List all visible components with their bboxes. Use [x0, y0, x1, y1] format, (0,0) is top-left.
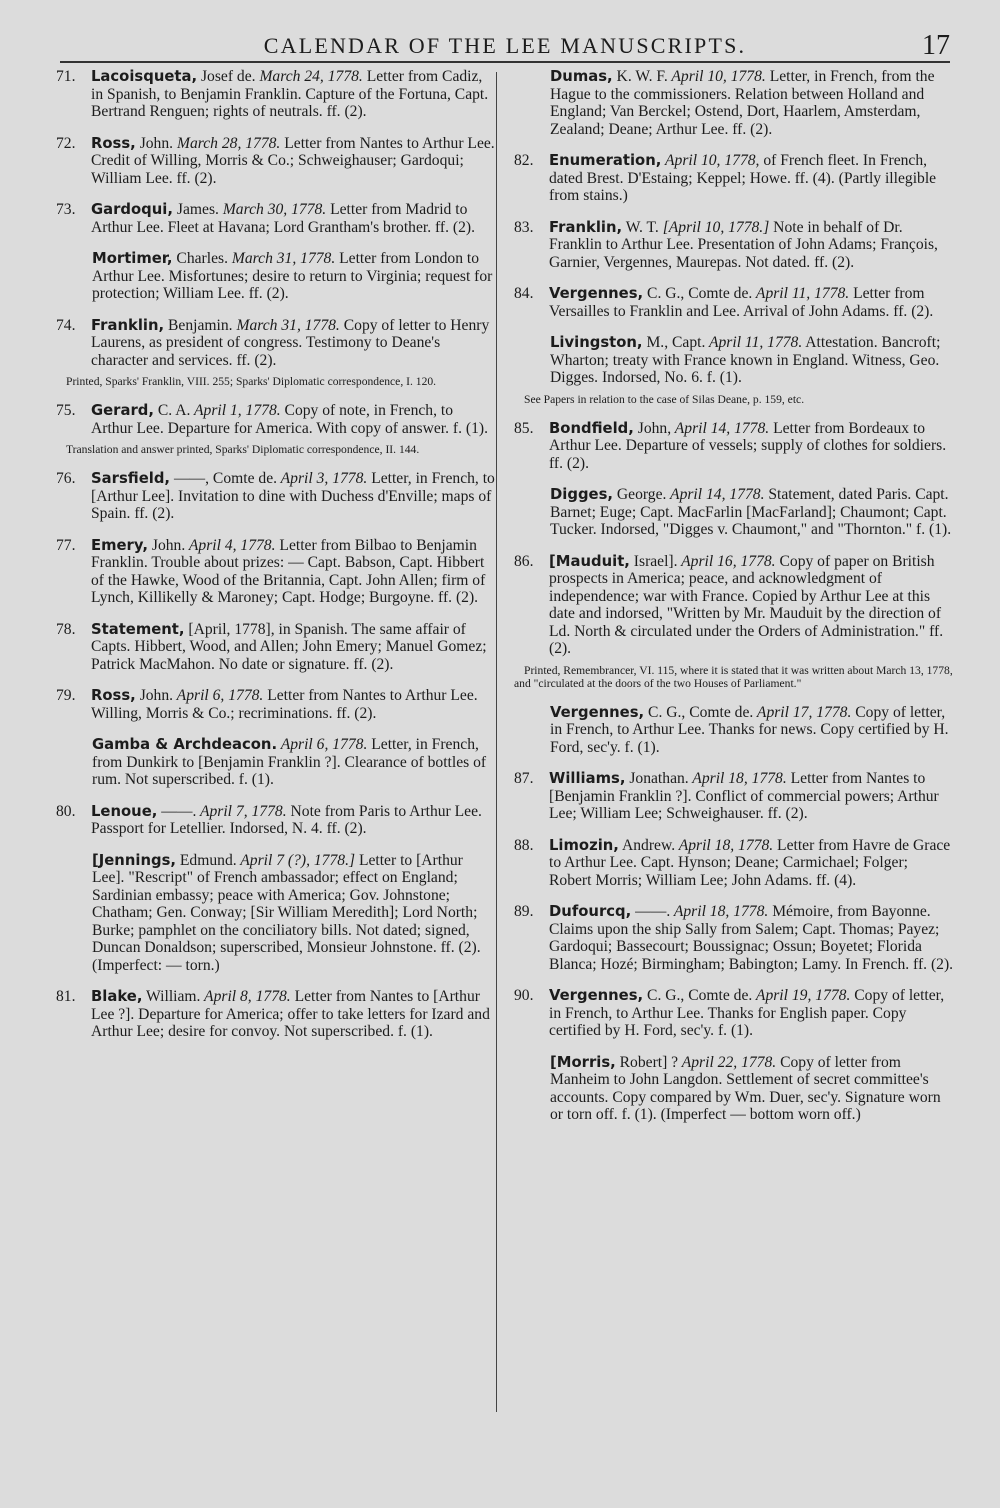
- entry-text: Note from Paris to Arthur Lee. Passport for Letellier. Indorsed, N. 4. ff. (2).: [91, 802, 482, 837]
- entry-name-detail: W. T.: [622, 218, 659, 236]
- entry-number: 88.: [514, 836, 534, 854]
- right-column: [514, 68, 954, 1138]
- entry-text: Letter from Madrid to Arthur Lee. Fleet at Havana; Lord Grantham's brother. ff. (2).: [91, 201, 476, 236]
- entry-text: Letter, in French, to [Arthur Lee]. Invitation to dine with Duchess d'Enville; maps of Spain. ff. (2).: [91, 470, 495, 522]
- entry-name: Sarsfield,: [91, 470, 171, 487]
- calendar-entry: [56, 68, 496, 121]
- entry-name-detail: Edmund.: [176, 851, 237, 869]
- entry-date: March 31, 1778.: [227, 250, 336, 267]
- entry-name: Ross,: [91, 687, 136, 704]
- entry-number: 87.: [514, 770, 534, 787]
- entry-name-detail: C. G., Comte de.: [643, 987, 753, 1004]
- entry-date: April 4, 1778.: [185, 536, 276, 554]
- calendar-entry: [514, 152, 954, 205]
- entry-name-detail: Jonathan.: [625, 770, 689, 787]
- calendar-entry: [514, 553, 954, 658]
- entry-date: [April 10, 1778.]: [658, 218, 770, 236]
- entry-number: 83.: [514, 218, 534, 236]
- left-column: [56, 68, 496, 1055]
- calendar-entry: [514, 486, 954, 539]
- entry-name: Emery,: [91, 536, 148, 554]
- calendar-entry: [56, 470, 496, 523]
- entry-name: Dumas,: [550, 68, 613, 85]
- entry-text: Letter from Havre de Grace to Arthur Lee. Capt. Hynson; Deane; Carmichael; Folger; Robert Morris; William Lee; John Adams. ff. (4).: [549, 836, 951, 889]
- entry-number: 76.: [56, 470, 76, 487]
- entry-name-detail: Israel].: [629, 552, 678, 570]
- entry-name-detail: John.: [135, 687, 174, 704]
- entry-date: April 18, 1778.: [675, 836, 774, 854]
- entry-date: April 7, 1778.: [196, 802, 287, 820]
- entry-name: Livingston,: [550, 334, 643, 351]
- entry-text: Letter from Nantes to [Arthur Lee ?]. Departure for America; offer to take letters for Izard and Arthur Lee; desire for convoy. Not superscribed. f. (1).: [91, 988, 490, 1040]
- entry-date: April 3, 1778.: [277, 470, 368, 487]
- entry-number: 77.: [56, 536, 76, 554]
- calendar-entry: [514, 68, 954, 138]
- entry-name-detail: C. G., Comte de.: [644, 703, 754, 721]
- entry-number: 74.: [56, 316, 76, 334]
- entry-text: Attestation. Bancroft; Wharton; treaty with France known in England. Witness, Geo. Digges. Indorsed, No. 6. f. (1).: [550, 334, 941, 386]
- entry-date: April 10, 1778.: [667, 68, 766, 85]
- entry-date: April 19, 1778.: [752, 987, 851, 1004]
- entry-date: April 8, 1778.: [200, 988, 291, 1005]
- entry-name: Franklin,: [91, 316, 165, 334]
- calendar-entry: [514, 903, 954, 973]
- calendar-entry: [56, 402, 496, 437]
- entry-date: April 16, 1778.: [677, 552, 776, 570]
- entry-name-detail: James.: [173, 201, 219, 218]
- entry-name: Mortimer,: [92, 250, 173, 267]
- running-header: [60, 30, 950, 64]
- calendar-entry: [514, 420, 954, 473]
- entry-note: Printed, Sparks' Franklin, VIII. 255; Sparks' Diplomatic correspondence, I. 120.: [66, 375, 437, 388]
- entry-number: 89.: [514, 903, 534, 920]
- entry-text: Copy of letter to Henry Laurens, as president of congress. Testimony to Deane's character and services. ff. (2).: [91, 316, 490, 369]
- entry-number: 84.: [514, 285, 534, 302]
- entry-name-detail: Josef de.: [197, 68, 256, 85]
- entry-text: Letter from Cadiz, in Spanish, to Benjamin Franklin. Capture of the Fortuna, Capt. Bertrand Renguen; rights of neutrals. ff. (2).: [91, 68, 489, 120]
- entry-number: 81.: [56, 988, 76, 1005]
- entry-name: Enumeration,: [549, 152, 662, 169]
- entry-number: 72.: [56, 134, 76, 152]
- entry-name: Gardoqui,: [91, 201, 174, 218]
- entry-name: Gamba & Archdeacon.: [92, 736, 278, 753]
- entry-date: April 6, 1778.: [173, 687, 264, 704]
- entry-text: Letter, in French, from the Hague to the commissioners. Relation between Holland and England; Van Berckel; Ostend, Dort, Haarlem, Amsterdam, Zealand; Deane; Arthur Lee. ff. (2).: [550, 68, 935, 138]
- entry-name-detail: [April, 1778],: [184, 620, 275, 638]
- entry-date: April 1, 1778.: [190, 402, 281, 419]
- entry-text: Copy of note, in French, to Arthur Lee. Departure for America. With copy of answer. f. (1).: [91, 402, 489, 437]
- entry-name: Bondfield,: [549, 419, 634, 437]
- entry-number: 82.: [514, 152, 534, 169]
- calendar-entry: [514, 704, 954, 757]
- calendar-entry: [56, 687, 496, 722]
- calendar-entry: [514, 1054, 954, 1124]
- entry-name: [Morris,: [550, 1053, 616, 1071]
- calendar-entry: [514, 770, 954, 823]
- entry-number: 71.: [56, 68, 76, 85]
- entry-name: Blake,: [91, 988, 143, 1005]
- entry-name: Digges,: [550, 486, 614, 503]
- entry-text: Letter from Versailles to Franklin and Lee. Arrival of John Adams. ff. (2).: [549, 285, 934, 320]
- entry-number: 86.: [514, 552, 534, 570]
- calendar-entry: [56, 201, 496, 236]
- entry-number: 78.: [56, 620, 76, 638]
- entry-date: April 18, 1778.: [688, 770, 787, 787]
- entry-name: Franklin,: [549, 218, 623, 236]
- entry-text: Letter from Nantes to Arthur Lee. Willing, Morris & Co.; recriminations. ff. (2).: [91, 687, 478, 722]
- entry-number: 79.: [56, 687, 76, 704]
- entry-name: Vergennes,: [549, 987, 644, 1004]
- entry-text: Letter to [Arthur Lee]. "Rescript" of French ambassador; effect on England; Sardinian embassy; peace with America; Gov. Johnstone; Chatham; Gen. Conway; [Sir William Meredith]; Lord North; Burke; pamphlet on the conciliatory bills. Not dated; signed, Duncan Donaldson; superscribed, Monsieur Johnstone. ff. (2). (Imperfect: — torn.): [92, 851, 481, 974]
- entry-name-detail: ——, Comte de.: [170, 470, 278, 487]
- entry-date: March 31, 1778.: [232, 316, 340, 334]
- entry-name: Vergennes,: [549, 285, 644, 302]
- entry-date: March 28, 1778.: [173, 134, 281, 152]
- entry-name: Dufourcq,: [549, 903, 632, 920]
- entry-text: Copy of letter from Manheim to John Langdon. Settlement of secret committee's accounts. Copy compared by Wm. Duer, sec'y. Signature worn or torn off. f. (1). (Imperfect — bottom worn off.): [550, 1053, 941, 1123]
- entry-note: See Papers in relation to the case of Silas Deane, p. 159, etc.: [524, 392, 805, 406]
- entry-name: Limozin,: [549, 836, 619, 854]
- entry-name: Gerard,: [91, 402, 154, 419]
- calendar-entry: [56, 988, 496, 1041]
- entry-name: Lenoue,: [91, 802, 158, 820]
- entry-name-detail: Benjamin.: [164, 316, 233, 334]
- entry-name-detail: ——.: [631, 903, 671, 920]
- entry-date: April 6, 1778.: [277, 736, 368, 753]
- entry-name-detail: John,: [633, 419, 672, 437]
- entry-date: April 17, 1778.: [753, 703, 852, 721]
- entry-name: [Jennings,: [92, 851, 176, 869]
- calendar-entry: [56, 537, 496, 607]
- entry-text: Letter, in French, from Dunkirk to [Benjamin Franklin ?]. Clearance of bottles of rum. Not superscribed. f. (1).: [92, 736, 487, 788]
- entry-text: Copy of letter, in French, to Arthur Lee. Thanks for news. Copy certified by H. Ford, sec'y. f. (1).: [550, 703, 949, 756]
- entry-note: Printed, Remembrancer, VI. 115, where it is stated that it was written about March 13, 1778, and "circulated at the doors of the two Houses of Parliament.": [514, 663, 953, 690]
- entry-text: Mémoire, from Bayonne. Claims upon the ship Sally from Salem; Capt. Thomas; Payez; Gardoqui; Bassecourt; Boussignac; Ossun; Boyetet; Florida Blanca; Hozé; Birmingham; Babington; Lamy. In French. ff. (2).: [549, 903, 954, 973]
- entry-text: Letter from Nantes to Arthur Lee. Credit of Willing, Morris & Co.; Schweighauser; Gardoqui; William Lee. ff. (2).: [91, 134, 495, 187]
- entry-text: of French fleet. In French, dated Brest. D'Estaing; Keppel; Howe. ff. (4). (Partly illegible from stains.): [549, 152, 937, 204]
- entry-date: April 14, 1778.: [666, 486, 765, 503]
- entry-date: April 22, 1778.: [678, 1053, 777, 1071]
- calendar-entry: [56, 803, 496, 838]
- entry-text: Letter from Bilbao to Benjamin Franklin. Trouble about prizes: — Capt. Babson, Capt. Hibbert of the Hawke, Wood of the Britannia, Capt. John Allen; firm of Lynch, Killikelly & Maroney; Capt. Hodge; Burgoyne. ff. (2).: [91, 536, 486, 606]
- entry-name-detail: George.: [613, 486, 667, 503]
- calendar-entry: [514, 334, 954, 387]
- calendar-entry: [56, 852, 496, 975]
- entry-number: 85.: [514, 419, 534, 437]
- entry-name-detail: M., Capt.: [642, 334, 706, 351]
- entry-name: Vergennes,: [550, 703, 645, 721]
- entry-date: April 7 (?), 1778.]: [236, 851, 356, 869]
- entry-note: Translation and answer printed, Sparks' Diplomatic correspondence, II. 144.: [66, 443, 420, 456]
- entry-name-detail: K. W. F.: [612, 68, 668, 85]
- entry-name-detail: ——.: [157, 802, 197, 820]
- entry-number: 90.: [514, 987, 534, 1004]
- entry-number: 80.: [56, 802, 76, 820]
- entry-name: Williams,: [549, 770, 626, 787]
- entry-date: March 30, 1778.: [218, 201, 327, 218]
- entry-date: April 11, 1778.: [752, 285, 850, 302]
- calendar-entry: [514, 987, 954, 1040]
- entry-text: Statement, dated Paris. Capt. Barnet; Euge; Capt. MacFarlin [MacFarland]; Chaumont; Capt. Tucker. Indorsed, "Digges v. Chaumont," and "Thornton." f. (1).: [550, 486, 952, 538]
- entry-text: in Spanish. The same affair of Capts. Hibbert, Wood, and Allen; John Emery; Manuel Gomez; Patrick MacMahon. No date or signature. ff. (2).: [91, 620, 487, 673]
- calendar-entry: [56, 135, 496, 188]
- entry-name-detail: Robert] ?: [615, 1053, 679, 1071]
- entry-date: April 18, 1778.: [670, 903, 769, 920]
- entry-text: Copy of paper on British prospects in America; peace, and acknowledgment of independence; war with France. Copied by Arthur Lee at this date and indorsed, "Written by Mr. Mauduit by the direction of Ld. North & circulated under the Orders of Administration." ff. (2).: [549, 552, 944, 657]
- page-title: CALENDAR OF THE LEE MANUSCRIPTS.: [263, 33, 747, 58]
- entry-text: Note in behalf of Dr. Franklin to Arthur Lee. Presentation of John Adams; François, Garnier, Vergennes, Maurepas. Not dated. ff. (2).: [549, 218, 938, 271]
- entry-number: 75.: [56, 402, 76, 419]
- entry-name: Lacoisqueta,: [91, 68, 198, 85]
- entry-date: April 14, 1778.: [671, 419, 770, 437]
- entry-name-detail: Charles.: [172, 250, 228, 267]
- entry-date: April 11, 1778.: [705, 334, 803, 351]
- entry-date: April 10, 1778,: [661, 152, 760, 169]
- entry-name-detail: C. G., Comte de.: [643, 285, 753, 302]
- entry-name-detail: William.: [142, 988, 201, 1005]
- entry-name-detail: Andrew.: [618, 836, 676, 854]
- entry-text: Letter from Bordeaux to Arthur Lee. Departure of vessels; supply of clothes for soldiers. ff. (2).: [549, 419, 947, 472]
- calendar-entry: [514, 219, 954, 272]
- entry-text: Letter from Nantes to [Benjamin Franklin ?]. Conflict of commercial powers; Arthur Lee; William Lee; Schweighauser. ff. (2).: [549, 770, 939, 822]
- entry-name-detail: John.: [135, 134, 174, 152]
- entry-name: [Mauduit,: [549, 552, 630, 570]
- entry-text: Copy of letter, in French, to Arthur Lee. Thanks for English paper. Copy certified by H. Ford, sec'y. f. (1).: [549, 987, 945, 1039]
- page-number: 17: [922, 30, 950, 61]
- entry-number: 73.: [56, 201, 76, 218]
- calendar-entry: [56, 621, 496, 674]
- entry-name-detail: John.: [147, 536, 186, 554]
- calendar-entry: [56, 317, 496, 370]
- header-rule: [60, 61, 950, 63]
- calendar-entry: [56, 736, 496, 789]
- calendar-entry: [56, 250, 496, 303]
- entry-name-detail: C. A.: [153, 402, 191, 419]
- calendar-entry: [514, 285, 954, 320]
- entry-name: Ross,: [91, 134, 136, 152]
- entry-text: Letter from London to Arthur Lee. Misfortunes; desire to return to Virginia; request for protection; William Lee. ff. (2).: [92, 250, 493, 302]
- entry-name: Statement,: [91, 620, 185, 638]
- column-divider: [496, 72, 497, 1412]
- calendar-entry: [514, 837, 954, 890]
- entry-date: March 24, 1778.: [255, 68, 363, 85]
